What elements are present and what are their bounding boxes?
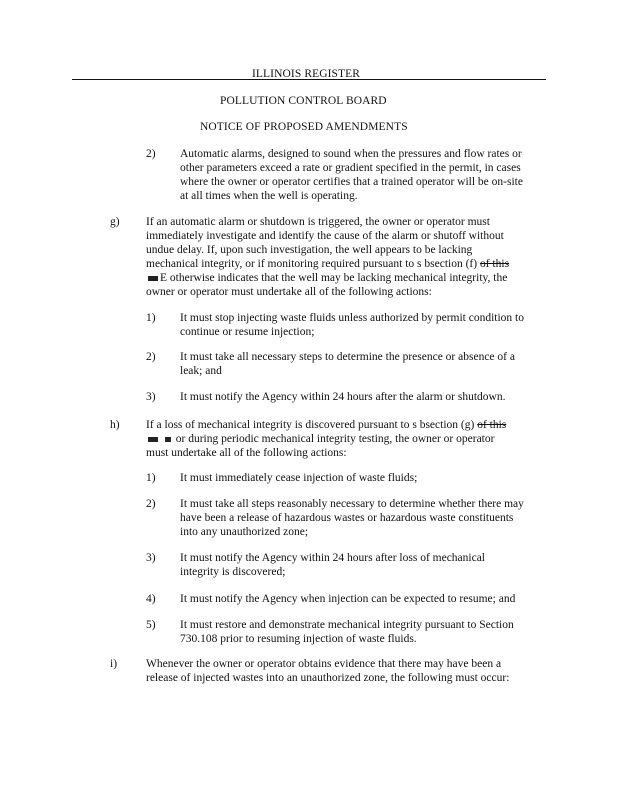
text-line: at all times when the well is operating.	[180, 190, 358, 202]
text-line: Automatic alarms, designed to sound when the pressures and flow rates or	[180, 148, 522, 160]
text-line: It must take all necessary steps to determine the presence or absence of a	[180, 351, 515, 363]
text-line: It must notify the Agency within 24 hours after loss of mechanical	[180, 552, 486, 564]
line-text: or during periodic mechanical integrity testing, the owner or operator	[175, 433, 495, 445]
text-line: It must take all steps reasonably necessary to determine whether there may	[180, 498, 524, 510]
text-line: It must notify the Agency when injection can be expected to resume; and	[180, 593, 516, 605]
subsection-reference: bsection (f)	[424, 258, 478, 270]
board-title: POLLUTION CONTROL BOARD	[220, 95, 387, 107]
paragraph-g2	[180, 350, 550, 378]
text-line: release of injected wastes into an unauthorized zone, the following must occur:	[146, 672, 510, 684]
text-line: Whenever the owner or operator obtains evidence that there may have been a	[146, 658, 502, 670]
text-line: other parameters exceed a rate or gradient specified in the permit, in cases	[180, 162, 521, 174]
paragraph-f2	[180, 147, 550, 203]
notice-title: NOTICE OF PROPOSED AMENDMENTS	[200, 121, 408, 133]
text-line: owner or operator must undertake all of the following actions:	[146, 286, 432, 298]
item-label: 2)	[146, 351, 156, 363]
text-line: into any unauthorized zone;	[180, 526, 309, 538]
item-label: h)	[110, 419, 120, 431]
text-line: It must notify the Agency within 24 hours after the alarm or shutdown.	[180, 391, 506, 403]
text-line: undue delay. If, upon such investigation, the well appears to be lacking	[146, 244, 473, 256]
item-label: g)	[110, 216, 120, 228]
text-line	[146, 432, 546, 446]
item-label: 3)	[146, 552, 156, 564]
paragraph-h5	[180, 618, 550, 646]
paragraph-h2	[180, 497, 550, 539]
paragraph-h3	[180, 551, 550, 579]
text-line: It must stop injecting waste fluids unless authorized by permit condition to	[180, 312, 524, 324]
paragraph-h4	[180, 592, 550, 606]
item-label: 3)	[146, 391, 156, 403]
item-label: 4)	[146, 593, 156, 605]
item-label: 1)	[146, 312, 156, 324]
text-line: have been a release of hazardous wastes or hazardous waste constituents	[180, 512, 514, 524]
text-line	[146, 257, 546, 271]
text-line: leak; and	[180, 365, 222, 377]
paragraph-g	[146, 215, 546, 299]
paragraph-h1	[180, 471, 550, 485]
smudged-char: E	[160, 272, 168, 284]
item-label: 5)	[146, 619, 156, 631]
text-line: It must immediately cease injection of waste fluids;	[180, 472, 418, 484]
text-line: must undertake all of the following actions:	[146, 447, 347, 459]
paragraph-i	[146, 657, 546, 685]
smudge-mark	[148, 437, 158, 442]
paragraph-g3	[180, 390, 550, 404]
item-label: i)	[110, 658, 118, 670]
item-label: 2)	[146, 498, 156, 510]
smudge-mark	[148, 276, 158, 281]
struck-text: of this	[477, 419, 507, 431]
text-line: immediately investigate and identify the cause of the alarm or shutoff without	[146, 230, 504, 242]
text-line: where the owner or operator certifies that a trained operator will be on-site	[180, 176, 523, 188]
register-title: ILLINOIS REGISTER	[252, 68, 361, 80]
text-line: 730.108 prior to resuming injection of waste fluids.	[180, 633, 417, 645]
smudge-mark	[165, 437, 171, 442]
line-text: If a loss of mechanical integrity is discovered pursuant to s	[146, 419, 417, 431]
text-line: integrity is discovered;	[180, 566, 286, 578]
text-line: It must restore and demonstrate mechanical integrity pursuant to Section	[180, 619, 514, 631]
struck-text: of this	[479, 258, 510, 270]
line-text: otherwise indicates that the well may be lacking mechanical integrity, the	[169, 272, 508, 284]
paragraph-g1	[180, 311, 550, 339]
line-text: mechanical integrity, or if monitoring required pursuant to s	[146, 258, 422, 270]
text-line: If an automatic alarm or shutdown is triggered, the owner or operator must	[146, 216, 490, 228]
text-line: continue or resume injection;	[180, 326, 315, 338]
item-label: 2)	[146, 148, 156, 160]
subsection-reference: bsection (g)	[419, 419, 475, 431]
paragraph-h	[146, 418, 546, 460]
text-line	[146, 271, 546, 285]
item-label: 1)	[146, 472, 156, 484]
text-line	[146, 418, 546, 432]
